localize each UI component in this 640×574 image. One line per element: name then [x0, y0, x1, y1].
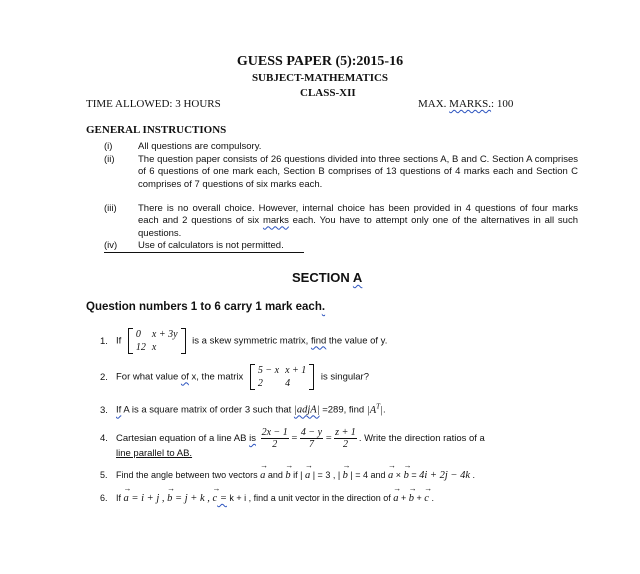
q4-squig: is [249, 433, 256, 445]
q6-bv: = j + k , [172, 493, 213, 504]
vector-a: → a [305, 470, 310, 481]
fraction-denominator: 2 [272, 439, 278, 450]
fraction [300, 427, 323, 450]
vector-a: → a [260, 470, 265, 481]
q3-at-sup: T [376, 402, 381, 410]
instruction-num: (i) [104, 141, 113, 152]
section-title [292, 270, 362, 285]
question-number: 6. [100, 493, 108, 503]
instructions-heading: GENERAL INSTRUCTIONS [86, 124, 227, 136]
question-5 [100, 470, 475, 481]
time-allowed: TIME ALLOWED: 3 HOURS [86, 98, 221, 110]
matrix-cell: 2 [257, 378, 263, 389]
equals-sign: = [290, 433, 298, 445]
matrix-cell: 5 − x [257, 365, 280, 376]
question-number: 1. [100, 335, 108, 347]
question-number: 3. [100, 404, 108, 416]
question-2 [100, 364, 369, 390]
paper-title: GUESS PAPER (5):2015-16 [236, 54, 404, 69]
fraction-denominator: 7 [308, 439, 314, 450]
equals-sign: = [325, 433, 333, 445]
vector-a: → a [124, 493, 129, 504]
q3-squig: If [116, 404, 122, 416]
q5-end: . [470, 470, 476, 480]
q6-end: . [428, 493, 434, 503]
q6-plus: + [398, 493, 409, 503]
paper-class: CLASS-XII [300, 87, 356, 99]
q6-plus: + [414, 493, 425, 503]
instruction-text: The question paper consists of 26 questions divided into three sections A, B and C. Section A comprises of 6 questions of one mark each, Section B comprises of 13 questions of 4 marks each and Section C comprises of 7 questions of six marks each. [138, 154, 578, 190]
max-marks-word: MARKS. [449, 98, 492, 110]
q4-line2: line parallel to AB. [116, 448, 193, 459]
q2-post: is singular? [318, 371, 369, 383]
matrix [250, 364, 314, 390]
question-1 [100, 328, 387, 354]
q4-pre: Cartesian equation of a line AB [116, 433, 250, 445]
q5-text: Find the angle between two vectors [116, 470, 261, 480]
q5-eqs: = [408, 470, 420, 480]
max-marks-prefix: MAX. [418, 98, 450, 110]
instruction-text [138, 203, 578, 240]
vector-c: → c [424, 493, 429, 504]
section-marks-period: . [321, 301, 326, 313]
fraction-numerator: z + 1 [335, 427, 356, 438]
instruction-text-part: There is no overall choice. However, internal choice has been provided in 4 questions of four marks each and 2 questions of six [138, 203, 578, 227]
fraction-numerator: 4 − y [300, 427, 323, 438]
question-number: 2. [100, 371, 108, 383]
instruction-text-part: each. You have to attempt only one of the alternatives in all such questions. [138, 215, 578, 239]
fraction [261, 427, 289, 450]
q5-eq4: | = 4 and [347, 470, 389, 480]
matrix-cell: 4 [285, 378, 291, 389]
paper-subject: SUBJECT-MATHEMATICS [251, 72, 389, 84]
vector-b: → b [285, 470, 290, 481]
q4-post: . Write the direction ratios of a [358, 433, 485, 445]
section-marks-text: Question numbers 1 to 6 carry 1 mark each [86, 301, 322, 313]
instruction-underline [104, 252, 304, 253]
question-6 [100, 493, 434, 504]
section-marks-note [86, 301, 325, 313]
q5-eq3: | = 3 , | [310, 470, 343, 480]
q3-adj: |adjA| [293, 404, 320, 416]
q1-mid: is a skew symmetric matrix, [189, 335, 311, 347]
q3-at-open: |A [366, 404, 377, 416]
q6-cv: k + i , find a unit vector in the direction of [226, 493, 394, 503]
vector-a: → a [388, 470, 393, 481]
question-3 [100, 402, 386, 416]
q6-eq: = [217, 493, 227, 504]
q3-at-close: | [380, 404, 383, 416]
max-marks [418, 98, 513, 110]
q6-pre: If [116, 493, 124, 503]
q5-rhs: 4i + 2j − 4k [419, 470, 470, 481]
max-marks-value: : 100 [491, 98, 514, 110]
q1-pre: If [116, 335, 122, 347]
instruction-text: Use of calculators is not permitted. [138, 240, 284, 251]
question-4 [100, 427, 485, 450]
vector-b: → b [409, 493, 414, 504]
q3-mid: =289, find [319, 404, 367, 416]
instruction-num: (iii) [104, 203, 117, 214]
q5-and: and [265, 470, 286, 480]
question-4-line2 [116, 448, 192, 459]
vector-c: → c [213, 493, 218, 504]
section-title-prefix: SECTION [292, 270, 353, 285]
matrix [128, 328, 186, 354]
matrix-cell: 0 [135, 329, 141, 340]
matrix-cell: x + 1 [285, 365, 307, 376]
instruction-text-squig: marks [262, 215, 289, 227]
instruction-num: (ii) [104, 154, 115, 165]
q1-post: the value of y. [326, 335, 388, 347]
q5-if: if | [290, 470, 305, 480]
instruction-num: (iv) [104, 240, 118, 251]
question-number: 5. [100, 470, 108, 480]
matrix-cell: x + 3y [151, 329, 178, 340]
q2-pre: For what value [116, 371, 181, 383]
q2-squig: of [180, 371, 189, 383]
q2-pre2: x, the matrix [188, 371, 246, 383]
vector-b: → b [343, 470, 348, 481]
vector-b: → b [404, 470, 409, 481]
q5-times: × [393, 470, 404, 480]
fraction-numerator: 2x − 1 [261, 427, 288, 438]
q3-post: . [382, 404, 386, 416]
q3-pre: A is a square matrix of order 3 such that [121, 404, 294, 416]
section-title-letter: A [352, 270, 363, 285]
question-number: 4. [100, 433, 108, 445]
q6-av: = i + j , [128, 493, 168, 504]
fraction [334, 427, 357, 450]
instruction-text: All questions are compulsory. [138, 141, 262, 152]
q3-at [366, 402, 383, 416]
matrix-cell: 12 [135, 342, 146, 353]
matrix-cell: x [151, 342, 157, 353]
q1-squig: find [310, 335, 327, 347]
fraction-denominator: 2 [342, 439, 348, 450]
vector-b: → b [167, 493, 172, 504]
vector-a: → a [393, 493, 398, 504]
